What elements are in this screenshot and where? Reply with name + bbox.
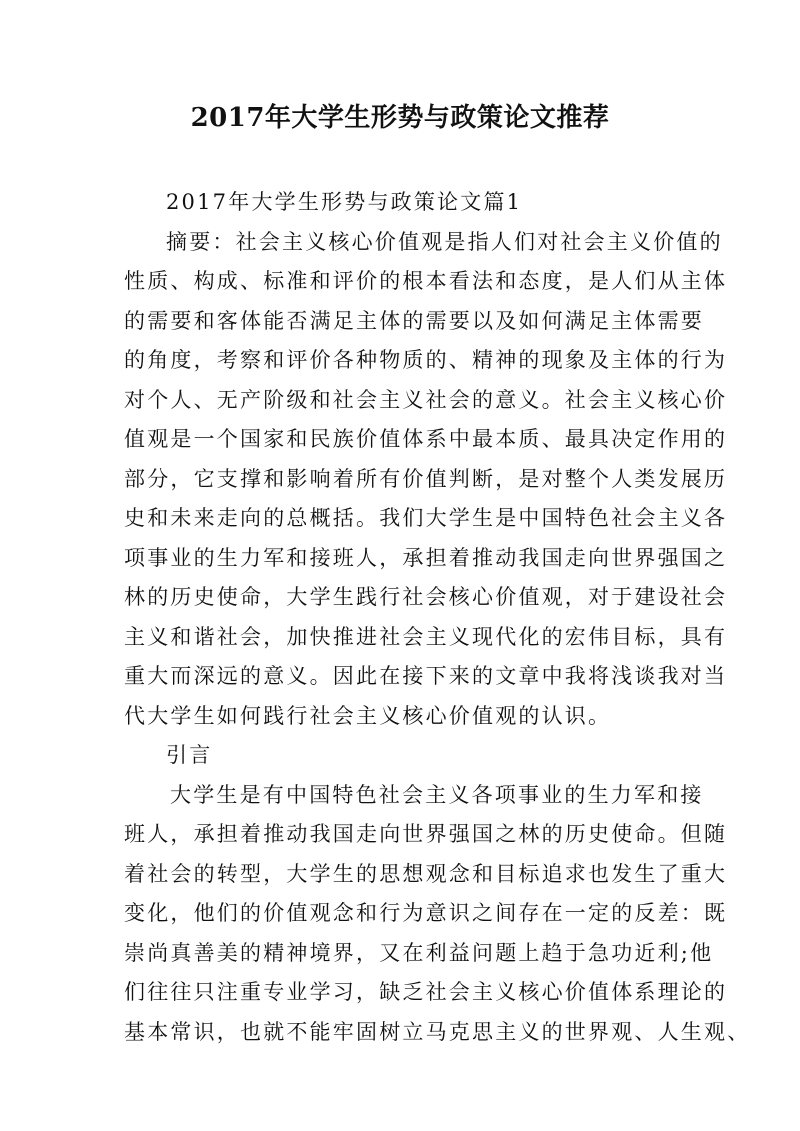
abstract-line: 史和未来走向的总概括。我们大学生是中国特色社会主义各	[124, 506, 728, 530]
abstract-line: 重大而深远的意义。因此在接下来的文章中我将浅谈我对当	[124, 664, 728, 688]
intro-heading: 引言	[166, 743, 213, 767]
paragraph-line: 崇尚真善美的精神境界，又在利益问题上趋于急功近利;他	[124, 940, 714, 965]
section-heading: 2017年大学生形势与政策论文篇1	[166, 190, 523, 214]
abstract-line: 值观是一个国家和民族价值体系中最本质、最具决定作用的	[124, 427, 728, 451]
abstract-line: 摘要：社会主义核心价值观是指人们对社会主义价值的	[166, 229, 723, 254]
paragraph-line: 着社会的转型，大学生的思想观念和目标追求也发生了重大	[124, 861, 728, 886]
document-body	[124, 183, 751, 1052]
paragraph-line: 班人，承担着推动我国走向世界强国之林的历史使命。但随	[124, 822, 728, 846]
abstract-line: 主义和谐社会，加快推进社会主义现代化的宏伟目标，具有	[124, 624, 728, 649]
paragraph-line: 大学生是有中国特色社会主义各项事业的生力军和接	[170, 782, 704, 807]
abstract-line: 性质、构成、标准和评价的根本看法和态度，是人们从主体	[124, 269, 728, 293]
abstract-line: 对个人、无产阶级和社会主义社会的意义。社会主义核心价	[124, 387, 728, 412]
abstract-line: 代大学生如何践行社会主义核心价值观的认识。	[124, 703, 612, 728]
paragraph-line: 变化，他们的价值观念和行为意识之间存在一定的反差：既	[124, 901, 728, 925]
abstract-line: 林的历史使命，大学生践行社会核心价值观，对于建设社会	[124, 585, 728, 609]
abstract-line: 的需要和客体能否满足主体的需要以及如何满足主体需要	[124, 308, 704, 333]
abstract-line: 的角度，考察和评价各种物质的、精神的现象及主体的行为	[124, 348, 728, 372]
abstract-line: 项事业的生力军和接班人，承担着推动我国走向世界强国之	[124, 545, 728, 570]
paragraph-line: 们往往只注重专业学习，缺乏社会主义核心价值体系理论的	[124, 980, 728, 1004]
paragraph-line: 基本常识，也就不能牢固树立马克思主义的世界观、人生观、	[124, 1019, 751, 1044]
document-title: 2017年大学生形势与政策论文推荐	[190, 103, 610, 133]
abstract-line: 部分，它支撑和影响着所有价值判断，是对整个人类发展历	[124, 466, 728, 491]
